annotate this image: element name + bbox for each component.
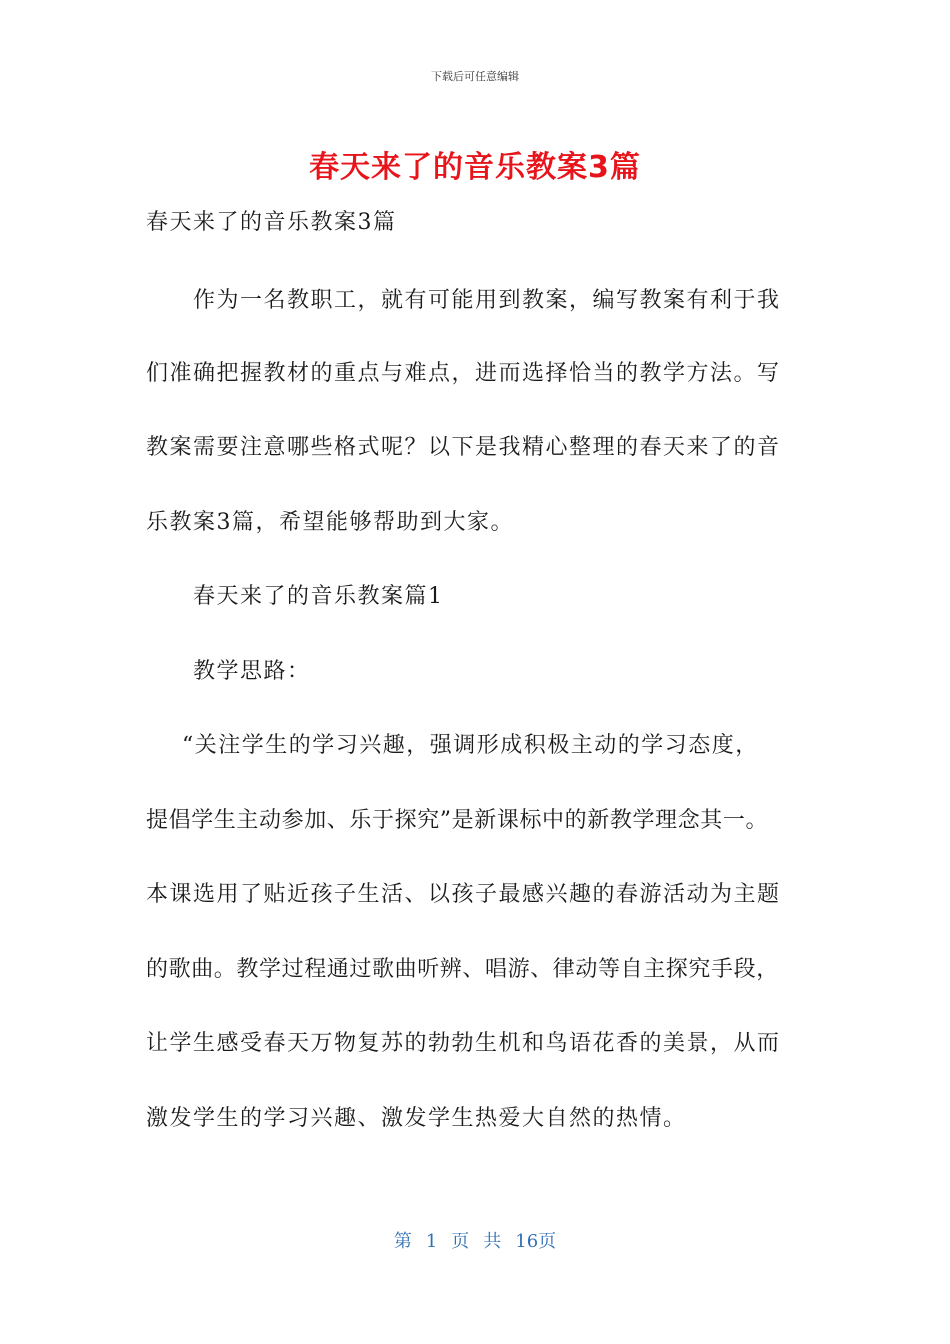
footer-prefix: 第 (393, 1231, 412, 1252)
footer-page-word: 页 (451, 1231, 470, 1252)
footer-total-pages: 16 (515, 1231, 539, 1252)
paragraph-line: 教案需要注意哪些格式呢？以下是我精心整理的春天来了的音 (146, 435, 781, 460)
footer-page-number: 1 (425, 1231, 438, 1252)
section-subheading: 教学思路： (193, 659, 311, 684)
paragraph-line: 的歌曲。教学过程通过歌曲听辨、唱游、律动等自主探究手段， (146, 957, 779, 982)
document-title: 春天来了的音乐教案3篇 (309, 150, 641, 185)
section-heading: 春天来了的音乐教案篇1 (193, 584, 444, 609)
paragraph-line: 们准确把握教材的重点与难点，进而选择恰当的教学方法。写 (146, 361, 781, 386)
paragraph-line: 提倡学生主动参加、乐于探究”是新课标中的新教学理念其一。 (146, 808, 769, 833)
header-note: 下载后可任意编辑 (431, 70, 519, 83)
paragraph-line: 让学生感受春天万物复苏的勃勃生机和鸟语花香的美景，从而 (146, 1031, 781, 1056)
page-footer (0, 1227, 950, 1253)
paragraph-line: 作为一名教职工，就有可能用到教案，编写教案有利于我 (193, 288, 781, 313)
paragraph-line: “关注学生的学习兴趣，强调形成积极主动的学习态度， (182, 733, 759, 758)
paragraph-line: 乐教案3篇，希望能够帮助到大家。 (146, 510, 514, 535)
subtitle-line: 春天来了的音乐教案3篇 (146, 210, 397, 235)
footer-suffix: 页 (538, 1231, 557, 1252)
footer-total-prefix: 共 (483, 1231, 502, 1252)
paragraph-line: 激发学生的学习兴趣、激发学生热爱大自然的热情。 (146, 1106, 687, 1131)
paragraph-line: 本课选用了贴近孩子生活、以孩子最感兴趣的春游活动为主题 (146, 882, 781, 907)
